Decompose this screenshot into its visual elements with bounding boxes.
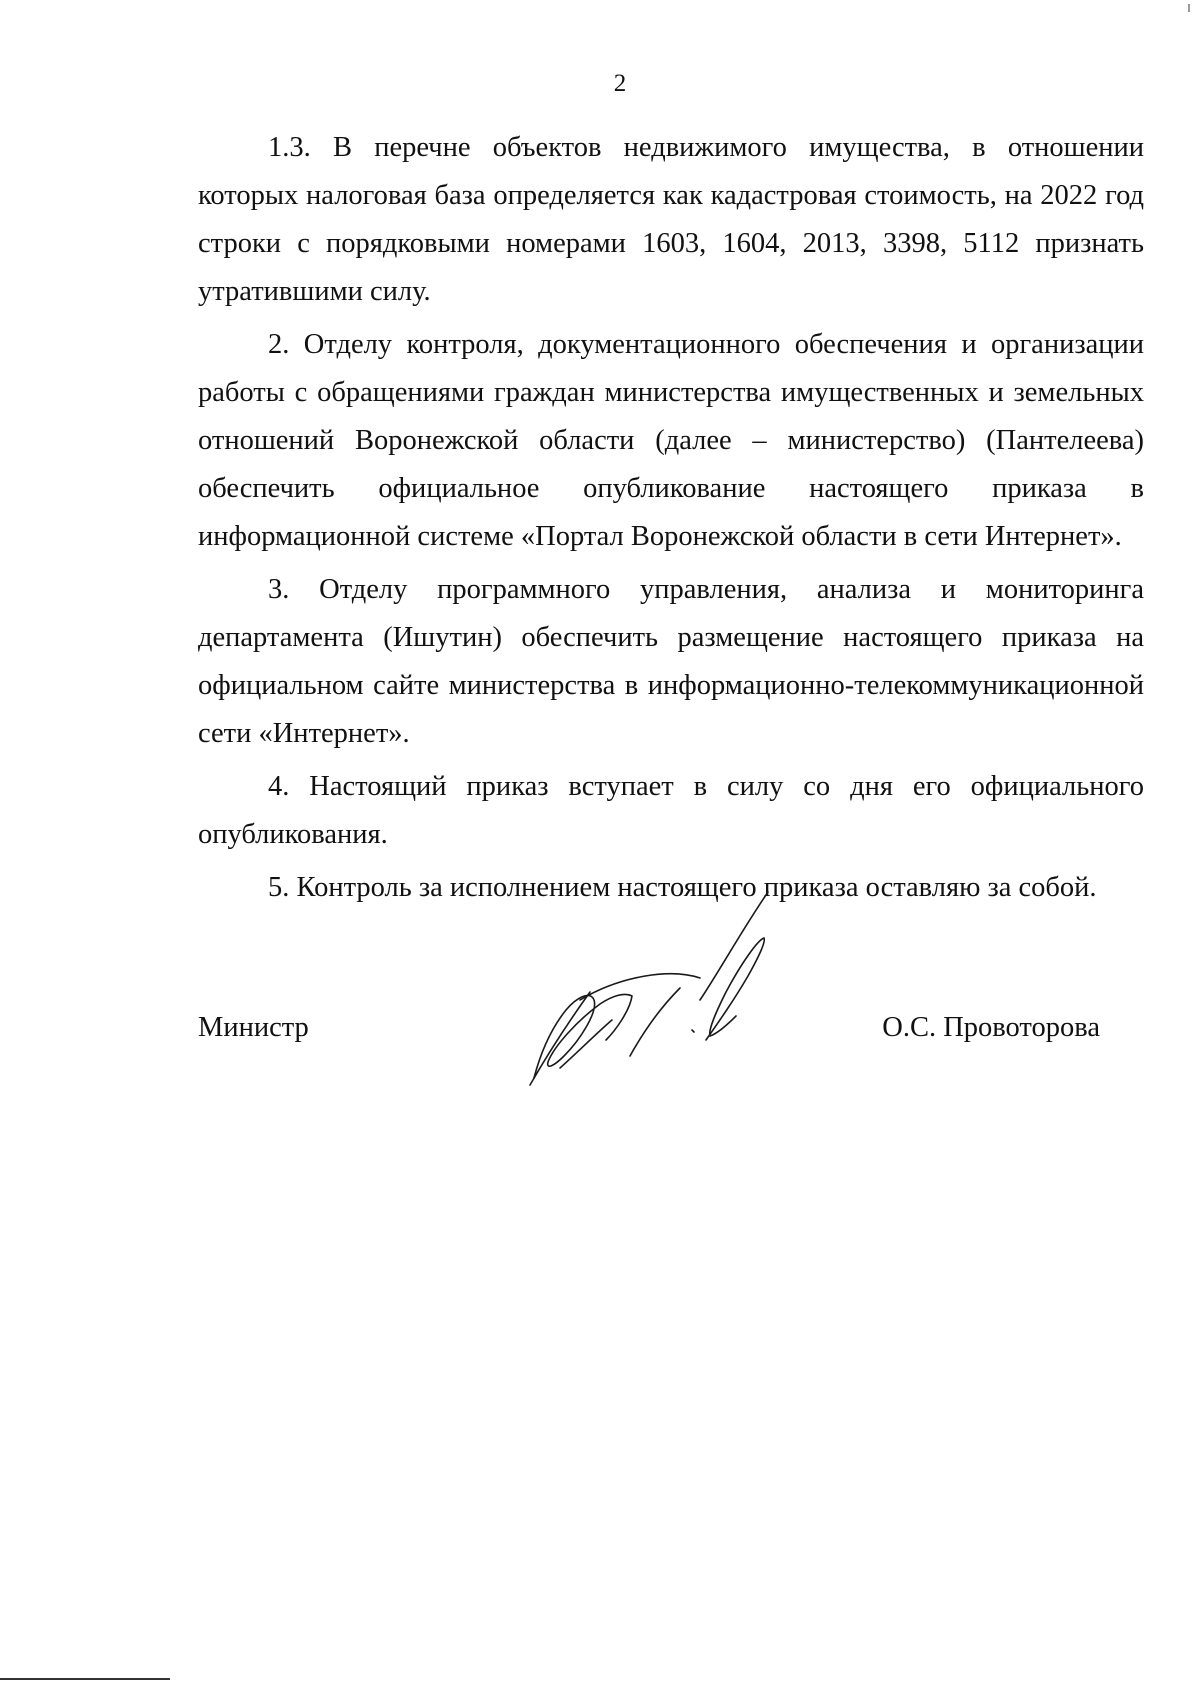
- paragraph-2: 2. Отделу контроля, документационного обеспечения и организации работы с обращениями граждан министерства имущественных и земельных отношений Воронежской области (далее – министерство) (Пантелеева) обеспечить официальное опубликование настоящего приказа в информационной системе «Портал Воронежской области в сети Интернет».: [198, 329, 1144, 552]
- paragraph-5: 5. Контроль за исполнением настоящего приказа оставляю за собой.: [268, 872, 1097, 903]
- signer-title: Министр: [198, 1012, 309, 1043]
- paragraph-3: 3. Отделу программного управления, анализа и мониторинга департамента (Ишутин) обеспечить размещение настоящего приказа на официальном сайте министерства в информационно-телекоммуникационной сети «Интернет».: [198, 574, 1144, 749]
- scan-mark: [1188, 4, 1190, 12]
- handwritten-signature-icon: [520, 880, 790, 1090]
- bottom-edge-line: [0, 1678, 170, 1680]
- document-body: [198, 124, 1144, 917]
- paragraph-1-3: 1.3. В перечне объектов недвижимого имущества, в отношении которых налоговая база определяется как кадастровая стоимость, на 2022 год строки с порядковыми номерами 1603, 1604, 2013, 3398, 5112 признать утратившими силу.: [198, 132, 1144, 307]
- signer-name: О.С. Провоторова: [882, 1012, 1100, 1043]
- paragraph-4: 4. Настоящий приказ вступает в силу со дня его официального опубликования.: [198, 771, 1144, 850]
- page-number: 2: [613, 70, 627, 97]
